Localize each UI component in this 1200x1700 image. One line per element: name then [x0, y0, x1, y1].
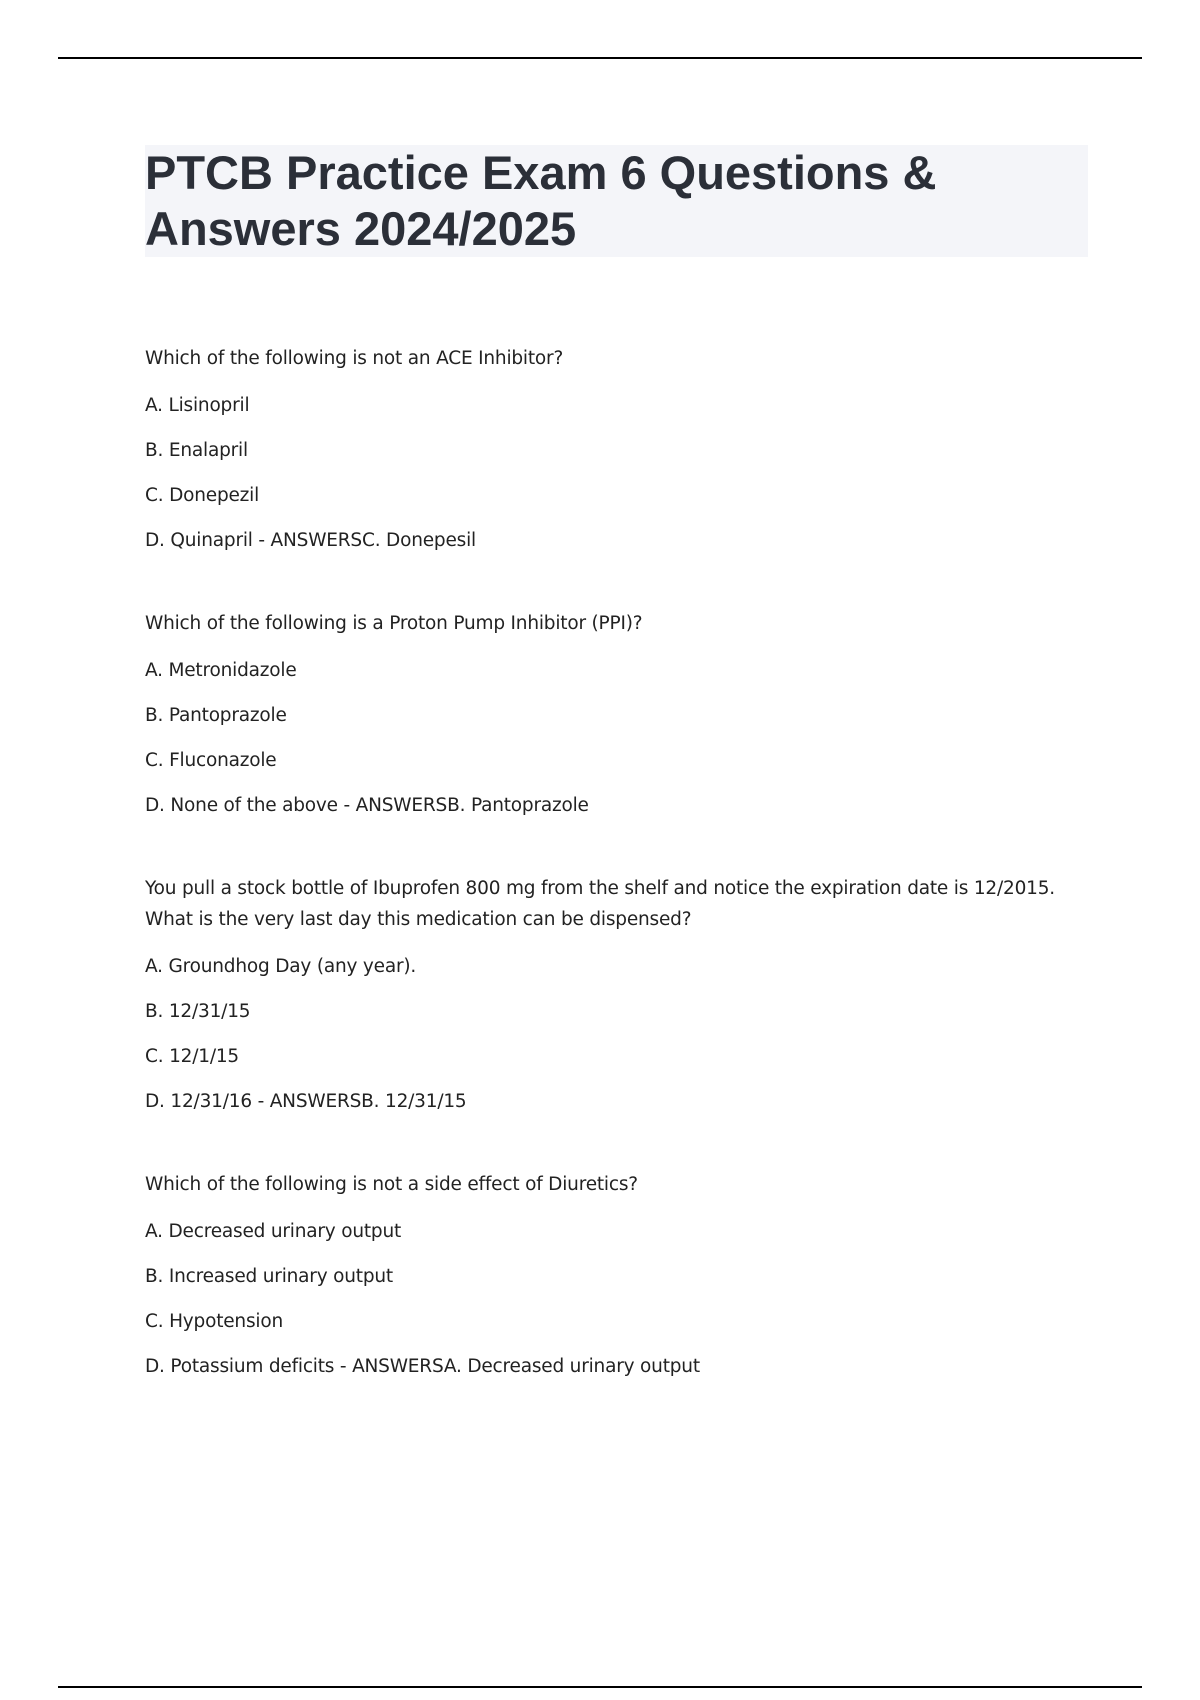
answer-option: A. Lisinopril	[145, 395, 250, 416]
title-banner	[145, 145, 1088, 257]
footer-rule	[58, 1686, 1142, 1688]
question-list	[145, 343, 1105, 1382]
answer-option: B. 12/31/15	[145, 1001, 251, 1022]
answer-option: C. Donepezil	[145, 485, 260, 506]
question-block	[145, 1169, 1105, 1382]
answer-option: C. Hypotension	[145, 1311, 283, 1332]
answer-option: C. 12/1/15	[145, 1046, 239, 1067]
question-block	[145, 873, 1105, 1117]
answer-option: A. Groundhog Day (any year).	[145, 956, 417, 977]
question-block	[145, 343, 1105, 556]
answer-option: C. Fluconazole	[145, 750, 277, 771]
answer-option: B. Increased urinary output	[145, 1266, 393, 1287]
answer-option-with-answer: D. 12/31/16 - ANSWERSB. 12/31/15	[145, 1091, 467, 1112]
answer-option: B. Pantoprazole	[145, 705, 287, 726]
answer-option: A. Metronidazole	[145, 660, 297, 681]
page-title: PTCB Practice Exam 6 Questions & Answers 2024/2025	[145, 146, 937, 255]
question-text: Which of the following is not a side effect of Diuretics?	[145, 1174, 638, 1195]
answer-option-with-answer: D. Potassium deficits - ANSWERSA. Decreased urinary output	[145, 1356, 700, 1377]
question-block	[145, 608, 1105, 821]
question-text: Which of the following is not an ACE Inhibitor?	[145, 348, 564, 369]
answer-option-with-answer: D. None of the above - ANSWERSB. Pantoprazole	[145, 795, 589, 816]
answer-option: B. Enalapril	[145, 440, 248, 461]
answer-option-with-answer: D. Quinapril - ANSWERSC. Donepesil	[145, 530, 476, 551]
question-text: You pull a stock bottle of Ibuprofen 800 mg from the shelf and notice the expiration date is 12/2015. What is the very last day this medication can be dispensed?	[145, 878, 1055, 930]
answer-option: A. Decreased urinary output	[145, 1221, 402, 1242]
header-rule	[58, 57, 1142, 59]
question-text: Which of the following is a Proton Pump Inhibitor (PPI)?	[145, 613, 643, 634]
